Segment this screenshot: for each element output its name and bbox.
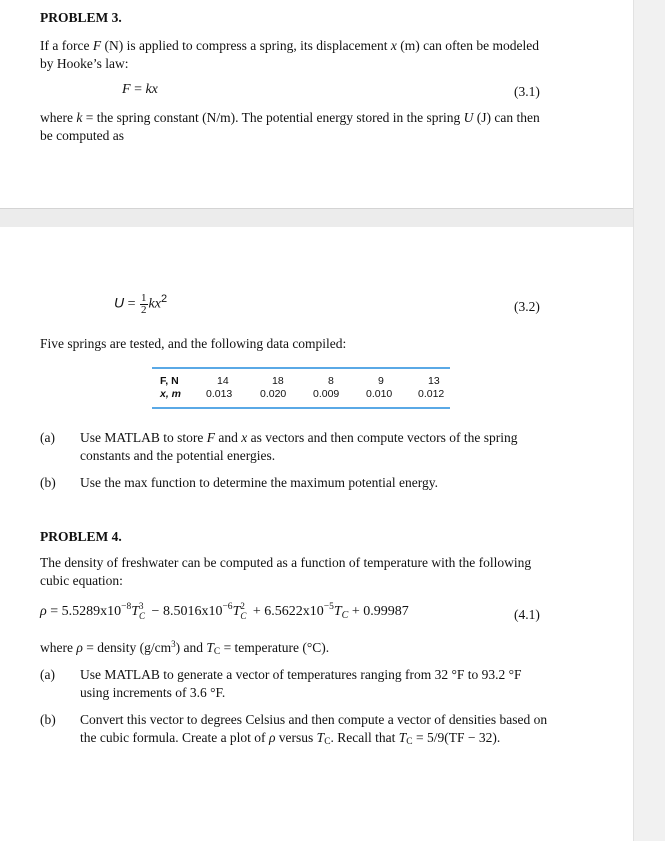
viewer-scrollbar-track[interactable] [633, 0, 665, 841]
p4-part-b-line2: the cubic formula. Create a plot of ρ versus TC. Recall that TC = 5/9(TF − 32). [80, 730, 501, 747]
part-a-label: (a) [40, 430, 55, 445]
part-b-text: Use the max function to determine the maximum potential energy. [80, 475, 439, 490]
p4-part-a-line2: using increments of 3.6 °F. [80, 685, 226, 700]
table-top-rule [152, 367, 450, 369]
part-a-line1: Use MATLAB to store F and x as vectors and then compute vectors of the spring [80, 430, 518, 445]
problem4-intro-line1: The density of freshwater can be computed as a function of temperature with the following [40, 555, 532, 570]
table-row1-label: F, N [160, 375, 179, 387]
table-cell: 13 [428, 375, 440, 387]
page-top [0, 0, 633, 208]
p4-part-b-label: (b) [40, 712, 56, 727]
equation-3-1-number: (3.1) [514, 84, 540, 99]
problem3-intro-line1: If a force F (N) is applied to compress a spring, its displacement x (m) can often be modeled [40, 38, 539, 53]
part-b-label: (b) [40, 475, 56, 490]
p4-part-a-label: (a) [40, 667, 55, 682]
problem4-where: where ρ = density $(g/cm^3)$ and TC = temperature (°C). [40, 639, 330, 657]
problem3-intro-line2: by Hooke’s law: [40, 56, 129, 71]
table-cell: 14 [217, 375, 229, 387]
page-separator [0, 208, 633, 228]
problem3-where-line2: be computed as [40, 128, 124, 143]
page-bottom [0, 227, 633, 841]
problem3-where-line1: where k = the spring constant (N/m). The potential energy stored in the spring U (J) can then [40, 110, 540, 125]
problem3-title: PROBLEM 3. [40, 10, 122, 25]
table-cell: 0.009 [313, 388, 340, 400]
table-cell: 0.010 [366, 388, 393, 400]
equation-3-2: U = $\frac{1}{2}$ $kx^2$ [114, 292, 168, 316]
equation-3-1: F = kx [122, 82, 158, 97]
table-cell: 0.013 [206, 388, 233, 400]
table-cell: 0.012 [418, 388, 445, 400]
table-cell: 9 [378, 375, 384, 387]
part-a-line2: constants and the potential energies. [80, 448, 276, 463]
table-cell: 0.020 [260, 388, 287, 400]
table-cell: 18 [272, 375, 284, 387]
equation-4-1: $\rho = 5.5289x10^{-8}T$ 3 C − $8.5016x10^{-6}T$ 2 C + $6.5622x10^{-5}T_C + 0.99987$ [40, 600, 409, 621]
table-bottom-rule [152, 407, 450, 409]
equation-4-1-number: (4.1) [514, 607, 540, 622]
table-row2-label: x, m [160, 388, 182, 400]
problem4-title: PROBLEM 4. [40, 529, 122, 544]
table-cell: 8 [328, 375, 334, 387]
problem4-intro-line2: cubic equation: [40, 573, 123, 588]
five-springs-text: Five springs are tested, and the following data compiled: [40, 336, 347, 351]
p4-part-b-line1: Convert this vector to degrees Celsius and then compute a vector of densities based on [80, 712, 548, 727]
equation-3-2-number: (3.2) [514, 299, 540, 314]
p4-part-a-line1: Use MATLAB to generate a vector of temperatures ranging from 32 °F to 93.2 °F [80, 667, 522, 682]
